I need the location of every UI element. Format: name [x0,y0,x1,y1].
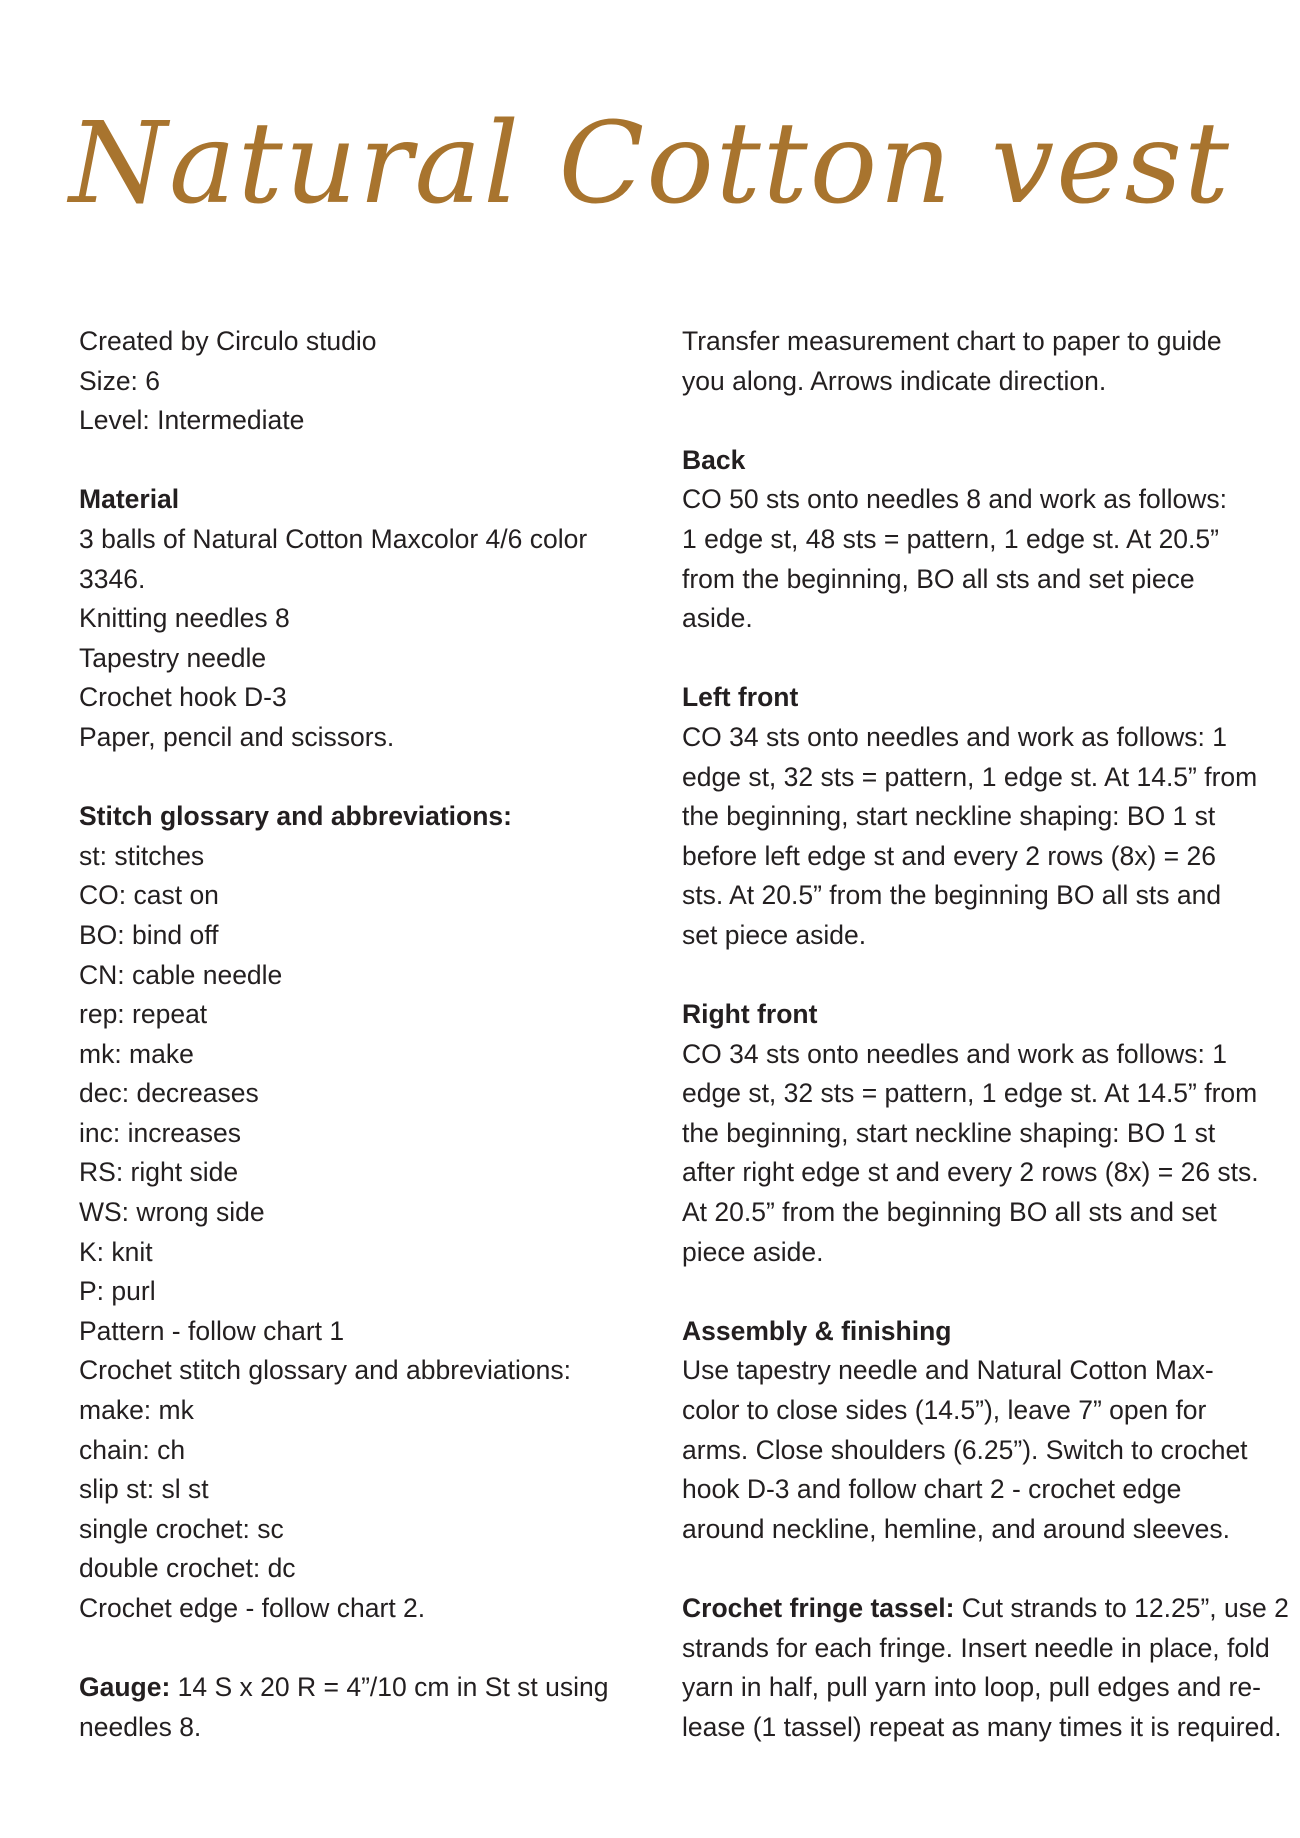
glossary-item: WS: wrong side [79,1197,265,1228]
glossary-item: make: mk [79,1395,194,1426]
glossary-item: Crochet stitch glossary and abbreviations: [79,1355,571,1386]
tassel-line [682,1589,1289,1629]
left-front-heading: Left front [682,682,799,713]
gauge-line [79,1668,609,1708]
gauge-label: Gauge: [79,1672,171,1703]
level-info: Level: Intermediate [79,405,305,436]
back-text: 1 edge st, 48 sts = pattern, 1 edge st. At 20.5” [682,523,1219,554]
tassel-text-cont: strands for each fringe. Insert needle in place, fold [682,1632,1270,1663]
tassel-text-cont: lease (1 tassel) repeat as many times it is required. [682,1711,1282,1742]
left-front-text: set piece aside. [682,919,867,950]
glossary-item: st: stitches [79,840,205,871]
glossary-item: K: knit [79,1236,153,1267]
right-front-text: the beginning, start neckline shaping: BO 1 st [682,1117,1216,1148]
created-by: Created by Circulo studio [79,326,377,356]
right-column [682,322,1289,1747]
glossary-item: double crochet: dc [79,1553,296,1584]
glossary-item: Crochet edge - follow chart 2. [79,1593,426,1623]
glossary-item: CN: cable needle [79,959,283,990]
tassel-text-cont: yarn in half, pull yarn into loop, pull edges and re- [682,1672,1261,1703]
back-text: aside. [682,603,753,634]
material-heading: Material [79,484,180,515]
glossary-item: single crochet: sc [79,1513,284,1544]
size-info: Size: 6 [79,365,161,396]
left-front-text: sts. At 20.5” from the beginning BO all sts and [682,880,1222,911]
left-front-text: before left edge st and every 2 rows (8x) = 26 [682,840,1216,871]
right-front-text: CO 34 sts onto needles and work as follows: 1 [682,1038,1228,1069]
gauge-text-cont: needles 8. [79,1711,202,1742]
glossary-item: slip st: sl st [79,1474,209,1505]
assembly-text: arms. Close shoulders (6.25”). Switch to crochet [682,1434,1248,1465]
glossary-item: P: purl [79,1276,156,1307]
assembly-text: around neckline, hemline, and around sleeves. [682,1513,1231,1544]
glossary-item: rep: repeat [79,999,208,1030]
tassel-label: Crochet fringe tassel: [682,1593,955,1623]
glossary-item: inc: increases [79,1117,242,1148]
material-item: Crochet hook D-3 [79,682,287,713]
glossary-item: chain: ch [79,1434,186,1465]
glossary-item: RS: right side [79,1157,239,1188]
glossary-item: Pattern - follow chart 1 [79,1315,345,1346]
left-front-text: CO 34 sts onto needles and work as follows: 1 [682,721,1228,752]
assembly-text: color to close sides (14.5”), leave 7” open for [682,1395,1207,1426]
tassel-text: Cut strands to 12.25”, use 2 [954,1593,1289,1623]
material-item: Tapestry needle [79,642,267,673]
glossary-item: CO: cast on [79,880,219,911]
assembly-heading: Assembly & finishing [682,1315,952,1346]
material-item: 3346. [79,563,146,594]
gauge-text: 14 S x 20 R = 4”/10 cm in St st using [177,1672,609,1703]
left-front-text: edge st, 32 sts = pattern, 1 edge st. At 14.5” from [682,761,1258,792]
intro-text: Transfer measurement chart to paper to guide [682,326,1222,356]
back-text: CO 50 sts onto needles 8 and work as follows: [682,484,1228,515]
page-title: Natural Cotton vest [69,99,1231,229]
assembly-text: Use tapestry needle and Natural Cotton Max- [682,1355,1214,1386]
right-front-heading: Right front [682,999,818,1030]
glossary-item: mk: make [79,1038,194,1069]
glossary-item: BO: bind off [79,919,219,950]
right-front-text: after right edge st and every 2 rows (8x) = 26 sts. [682,1157,1259,1188]
right-front-text: piece aside. [682,1236,824,1267]
material-item: Knitting needles 8 [79,603,290,634]
glossary-heading: Stitch glossary and abbreviations: [79,801,512,832]
material-item: 3 balls of Natural Cotton Maxcolor 4/6 color [79,523,588,554]
back-text: from the beginning, BO all sts and set piece [682,563,1195,594]
material-item: Paper, pencil and scissors. [79,721,395,752]
left-front-text: the beginning, start neckline shaping: BO 1 st [682,801,1216,832]
glossary-item: dec: decreases [79,1078,259,1109]
intro-text: you along. Arrows indicate direction. [682,365,1107,396]
assembly-text: hook D-3 and follow chart 2 - crochet edge [682,1474,1182,1505]
right-front-text: At 20.5” from the beginning BO all sts and set [682,1197,1217,1228]
back-heading: Back [682,444,746,475]
right-front-text: edge st, 32 sts = pattern, 1 edge st. At 14.5” from [682,1078,1258,1109]
left-column [79,322,609,1747]
